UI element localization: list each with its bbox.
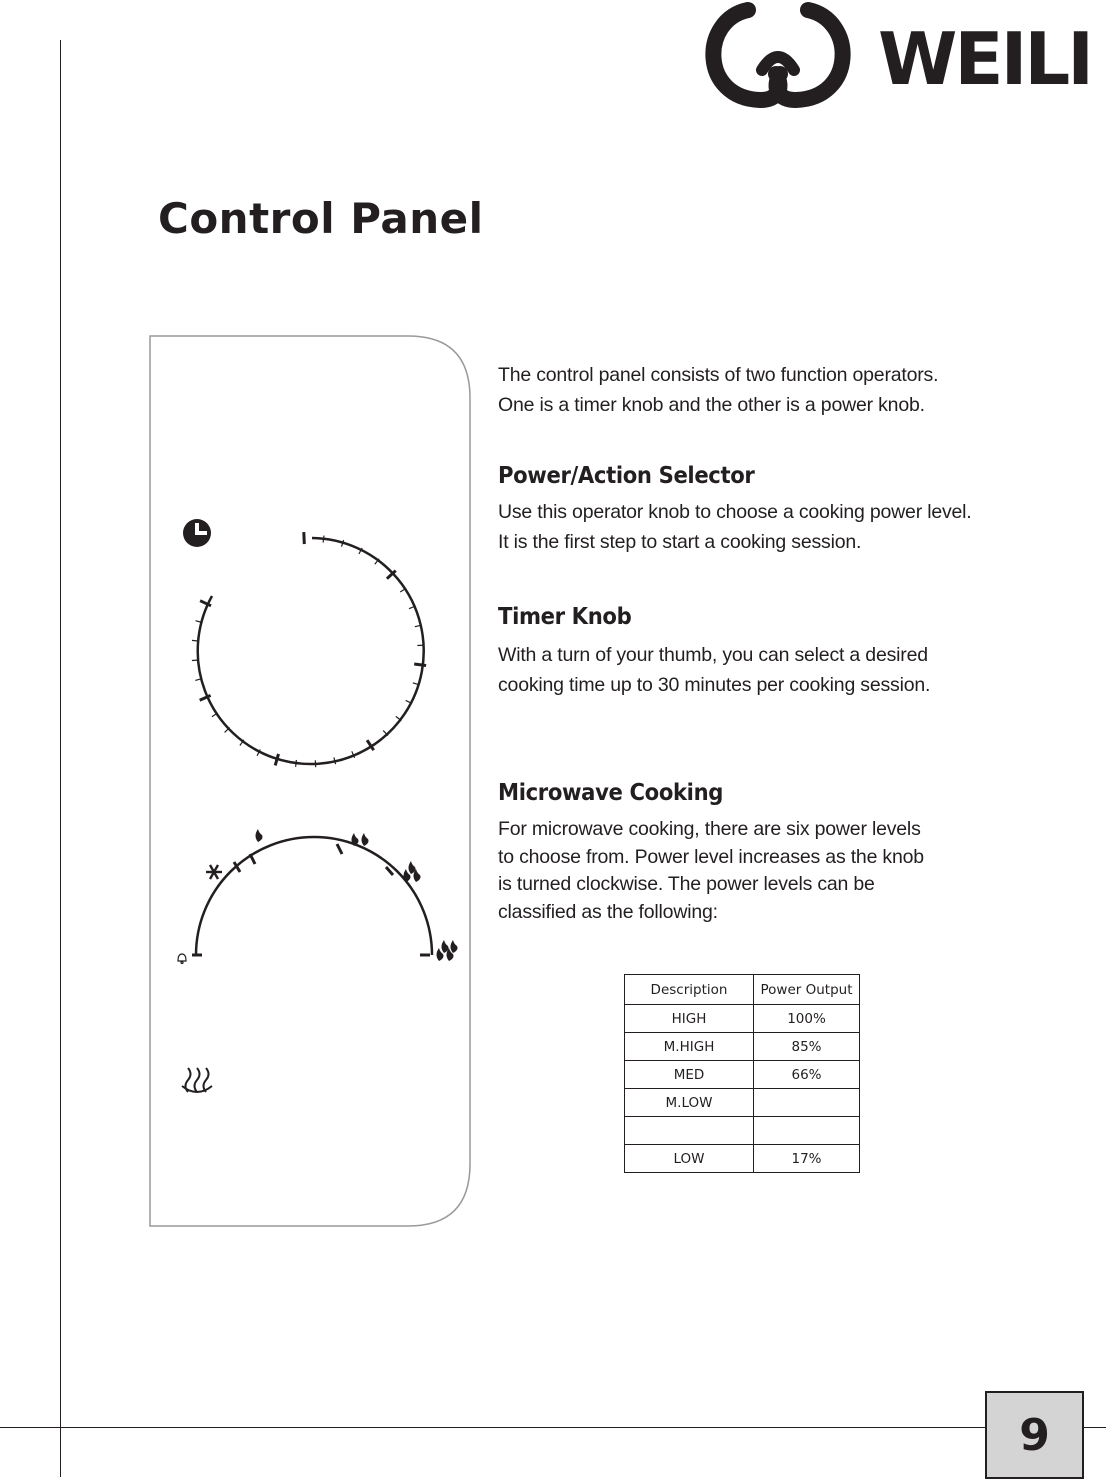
timer-knob-scale	[198, 538, 424, 764]
power-output-cell: 100%	[754, 1005, 860, 1033]
timer-scale-tick	[323, 536, 324, 543]
power-action-selector-heading: Power/Action Selector	[498, 463, 754, 489]
timer-knob-text	[498, 640, 1058, 700]
brand-name: WEILI	[878, 14, 1091, 104]
intro-line: One is a timer knob and the other is a power knob.	[498, 390, 1058, 420]
power-selector-scale	[196, 837, 432, 955]
description-cell: M.HIGH	[625, 1033, 754, 1061]
description-cell	[625, 1117, 754, 1145]
intro-paragraph	[498, 360, 1058, 420]
page-number: 9	[985, 1391, 1084, 1479]
power-output-cell	[754, 1089, 860, 1117]
timer-scale-tick	[192, 660, 199, 661]
table-row	[625, 1089, 860, 1117]
brand-logo	[700, 0, 1100, 108]
weili-logo-mark-icon	[700, 0, 880, 108]
power-output-cell: 85%	[754, 1033, 860, 1061]
timer-icon	[183, 519, 211, 547]
timer-line: cooking time up to 30 minutes per cooking session.	[498, 670, 1058, 700]
power-level-table	[624, 974, 860, 1173]
table-row	[625, 1145, 860, 1173]
left-margin-rule	[60, 40, 61, 1477]
power-output-cell: 17%	[754, 1145, 860, 1173]
timer-scale-tick	[334, 757, 336, 764]
selector-line: It is the first step to start a cooking session.	[498, 527, 1078, 557]
microwave-cooking-text	[498, 816, 1058, 926]
timer-scale-tick	[414, 664, 426, 666]
column-header-power-output: Power Output	[754, 975, 860, 1005]
description-cell: HIGH	[625, 1005, 754, 1033]
flame-icon	[256, 829, 458, 961]
microwave-line: to choose from. Power level increases as the knob	[498, 844, 1058, 872]
description-cell: LOW	[625, 1145, 754, 1173]
microwave-line: For microwave cooking, there are six power levels	[498, 816, 1058, 844]
selector-line: Use this operator knob to choose a cooking power level.	[498, 497, 1078, 527]
footer-rule	[0, 1427, 1106, 1428]
page-title: Control Panel	[158, 194, 484, 243]
timer-scale-tick	[304, 532, 305, 544]
snowflake-icon	[206, 865, 222, 879]
intro-line: The control panel consists of two function operators.	[498, 360, 1058, 390]
power-level-marks	[192, 844, 430, 955]
timer-knob-heading: Timer Knob	[498, 604, 631, 630]
column-header-description: Description	[625, 975, 754, 1005]
timer-line: With a turn of your thumb, you can select a desired	[498, 640, 1058, 670]
description-cell: M.LOW	[625, 1089, 754, 1117]
table-row	[625, 1005, 860, 1033]
steam-icon	[182, 1068, 212, 1092]
table-row	[625, 1033, 860, 1061]
microwave-line: classified as the following:	[498, 899, 1058, 927]
timer-scale-tick	[296, 760, 297, 767]
description-cell: MED	[625, 1061, 754, 1089]
timer-scale-tick	[192, 640, 199, 641]
table-row	[625, 1061, 860, 1089]
control-panel-illustration	[148, 334, 474, 1230]
table-header-row	[625, 975, 860, 1005]
power-action-selector-text	[498, 497, 1078, 557]
timer-scale-tick	[275, 754, 278, 766]
table-row	[625, 1117, 860, 1145]
power-output-cell: 66%	[754, 1061, 860, 1089]
power-output-cell	[754, 1117, 860, 1145]
bell-icon	[178, 954, 186, 964]
microwave-line: is turned clockwise. The power levels can be	[498, 871, 1058, 899]
microwave-cooking-heading: Microwave Cooking	[498, 780, 723, 806]
